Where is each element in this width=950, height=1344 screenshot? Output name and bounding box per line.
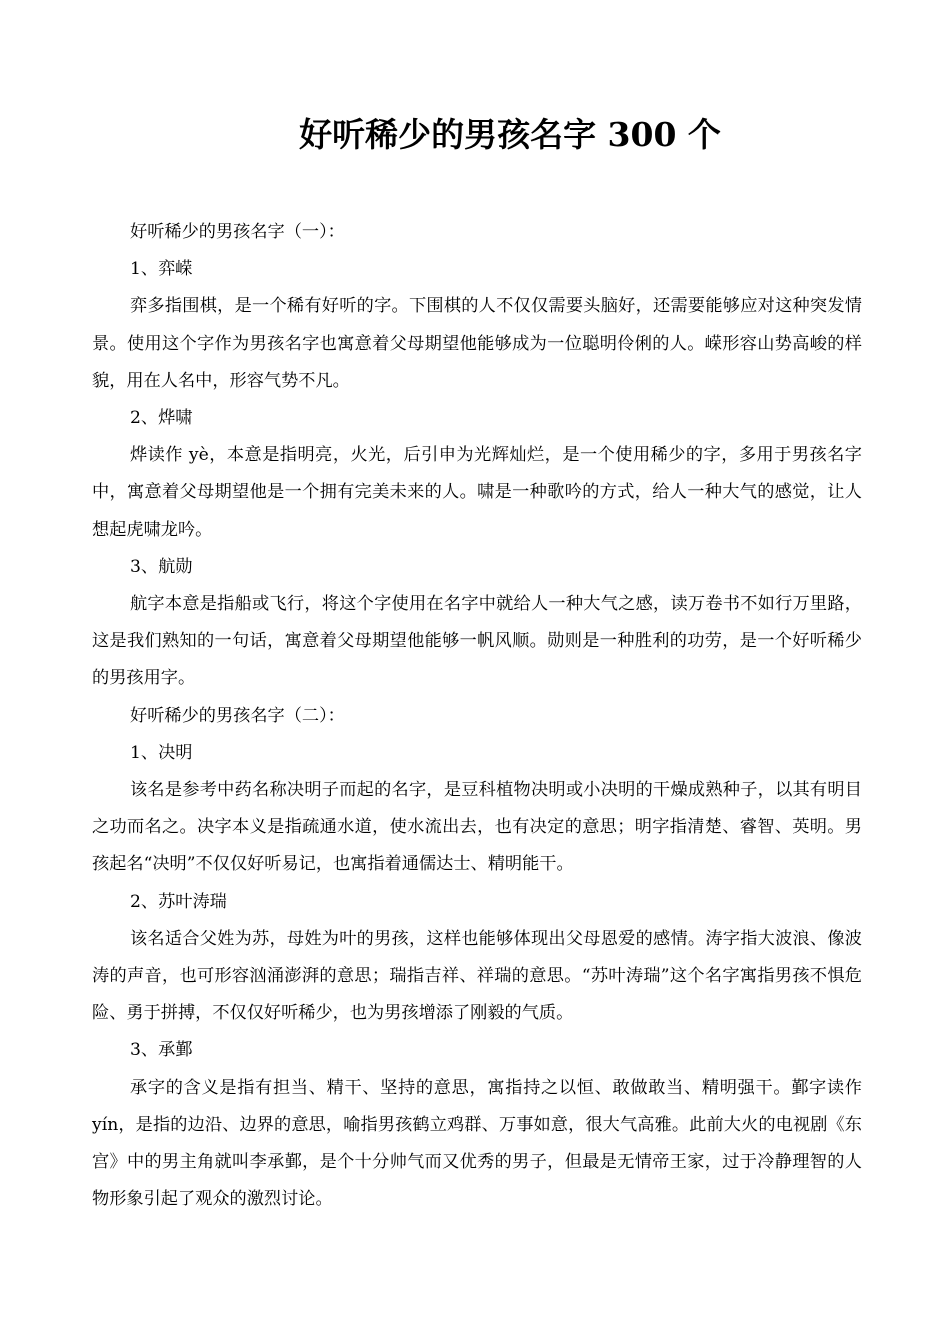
name-item-label: 2、烨啸 — [130, 408, 193, 429]
name-item-label: 2、苏叶涛瑞 — [130, 891, 227, 912]
section-heading: 好听稀少的男孩名字（二）： — [130, 705, 345, 726]
name-item-label: 3、航勋 — [130, 556, 193, 577]
name-item-label: 1、弈嵘 — [130, 259, 193, 280]
name-item-label: 1、决明 — [130, 742, 193, 763]
document-body — [92, 214, 862, 1218]
name-item-label: 3、承鄞 — [130, 1040, 193, 1061]
document-title: 好听稀少的男孩名字 300 个 — [299, 115, 721, 154]
name-item-description: 承字的含义是指有担当、精干、坚持的意思，寓指持之以恒、敢做敢当、精明强干。鄞字读作 yín，是指的边沿、边界的意思，喻指男孩鹤立鸡群、万事如意，很大气高雅。此前大火的电视剧《东宫》中的男主角就叫李承鄞，是个十分帅气而又优秀的男子，但最是无情帝王家，过于冷静理智的人物形象引起了观众的激烈讨论。 — [92, 1077, 862, 1210]
name-item-description: 航字本意是指船或飞行，将这个字使用在名字中就给人一种大气之感，读万卷书不如行万里路，这是我们熟知的一句话，寓意着父母期望他能够一帆风顺。勋则是一种胜利的功劳，是一个好听稀少的男孩用字。 — [92, 594, 862, 689]
name-item-description: 烨读作 yè，本意是指明亮，火光，后引申为光辉灿烂，是一个使用稀少的字，多用于男孩名字中，寓意着父母期望他是一个拥有完美未来的人。啸是一种歌吟的方式，给人一种大气的感觉，让人想起虎啸龙吟。 — [92, 445, 862, 540]
name-item-description: 该名适合父姓为苏，母姓为叶的男孩，这样也能够体现出父母恩爱的感情。涛字指大波浪、像波涛的声音，也可形容汹涌澎湃的意思；瑞指吉祥、祥瑞的意思。“苏叶涛瑞”这个名字寓指男孩不惧危险、勇于拼搏，不仅仅好听稀少，也为男孩增添了刚毅的气质。 — [92, 928, 862, 1024]
name-item-description: 弈多指围棋，是一个稀有好听的字。下围棋的人不仅仅需要头脑好，还需要能够应对这种突发情景。使用这个字作为男孩名字也寓意着父母期望他能够成为一位聪明伶俐的人。嵘形容山势高峻的样貌，用在人名中，形容气势不凡。 — [92, 296, 862, 391]
section-heading: 好听稀少的男孩名字（一）： — [130, 222, 345, 242]
name-item-description: 该名是参考中药名称决明子而起的名字，是豆科植物决明或小决明的干燥成熟种子，以其有明目之功而名之。决字本义是指疏通水道，使水流出去，也有决定的意思；明字指清楚、睿智、英明。男孩起名“决明”不仅仅好听易记，也寓指着通儒达士、精明能干。 — [92, 780, 862, 875]
